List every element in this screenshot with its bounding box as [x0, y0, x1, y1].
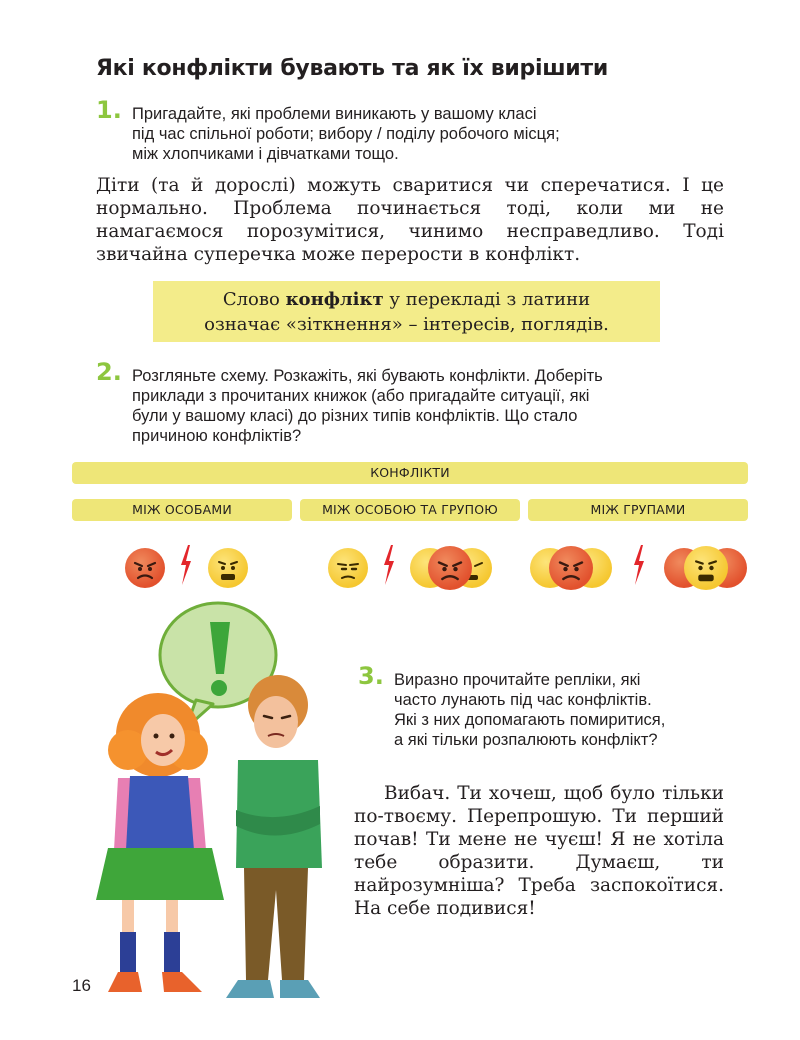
angry-face-icon: [125, 548, 165, 588]
children-arguing-illustration: [68, 600, 358, 1020]
girl-figure: [96, 693, 224, 992]
task-3-line: часто лунають під час конфліктів.: [394, 691, 652, 709]
scheme-category-person-group: МІЖ ОСОБОЮ ТА ГРУПОЮ: [300, 499, 520, 521]
page-number: 16: [72, 976, 91, 995]
lightning-icon: [382, 545, 396, 585]
task-3-text: [394, 670, 665, 750]
lightning-icon: [632, 545, 646, 585]
angry-face-icon: [549, 546, 593, 590]
task-2-line: Розгляньте схему. Розкажіть, які бувають конфлікти. Доберіть: [132, 367, 603, 385]
task-1-number: 1.: [96, 96, 122, 124]
task-2-line: були у вашому класі) до різних типів конфліктів. Що стало: [132, 407, 578, 425]
intro-paragraph: Діти (та й дорослі) можуть сваритися чи сперечатися. І це нормально. Проблема починається тоді, коли ми не намагаємося порозумітися, чинимо несправедливо. Тоді звичайна суперечка може перерости в конфлікт.: [96, 175, 724, 265]
scheme-header: КОНФЛІКТИ: [72, 462, 748, 484]
lightning-icon: [179, 545, 193, 585]
task-2-text: [132, 366, 603, 446]
definition-text: Слово: [222, 289, 286, 310]
definition-term: конфлікт: [285, 289, 384, 310]
task-3-line: Які з них допомагають помиритися,: [394, 711, 666, 729]
task-3-line: а які тільки розпалюють конфлікт?: [394, 731, 658, 749]
annoyed-face-icon: [328, 548, 368, 588]
page-title: Які конфлікти бувають та як їх вирішити: [96, 56, 608, 81]
task-2-line: причиною конфліктів?: [132, 427, 302, 445]
boy-figure: [226, 675, 322, 998]
task-3-number: 3.: [358, 662, 384, 690]
task-2: [96, 358, 716, 450]
task-3: [358, 662, 758, 754]
task-2-line: приклади з прочитаних книжок (або пригадайте ситуації, які: [132, 387, 590, 405]
task-3-line: Виразно прочитайте репліки, які: [394, 671, 641, 689]
scheme-category-groups: МІЖ ГРУПАМИ: [528, 499, 748, 521]
definition-line-1: [153, 287, 660, 312]
definition-box: [153, 281, 660, 342]
replicas-paragraph: Вибач. Ти хочеш, щоб було тільки по-твоєму. Перепрошую. Ти перший почав! Ти мене не чуєш! Я не хотіла тебе образити. Думаєш, ти найрозумніша? Треба заспокоїтися. На себе подивися!: [354, 783, 724, 919]
task-1-line: Пригадайте, які проблеми виникають у вашому класі: [132, 105, 537, 123]
definition-text: у перекладі з латини: [383, 289, 591, 310]
task-1-line: між хлопчиками і дівчатками тощо.: [132, 145, 399, 163]
frightened-face-icon: [208, 548, 248, 588]
task-1-line: під час спільної роботи; вибору / поділу робочого місця;: [132, 125, 560, 143]
frightened-face-icon: [684, 546, 728, 590]
task-1-text: [132, 104, 560, 164]
definition-line-2: означає «зіткнення» – інтересів, поглядів.: [204, 314, 609, 335]
scheme-category-persons: МІЖ ОСОБАМИ: [72, 499, 292, 521]
task-2-number: 2.: [96, 358, 122, 386]
task-1: [96, 96, 696, 168]
angry-face-icon: [428, 546, 472, 590]
